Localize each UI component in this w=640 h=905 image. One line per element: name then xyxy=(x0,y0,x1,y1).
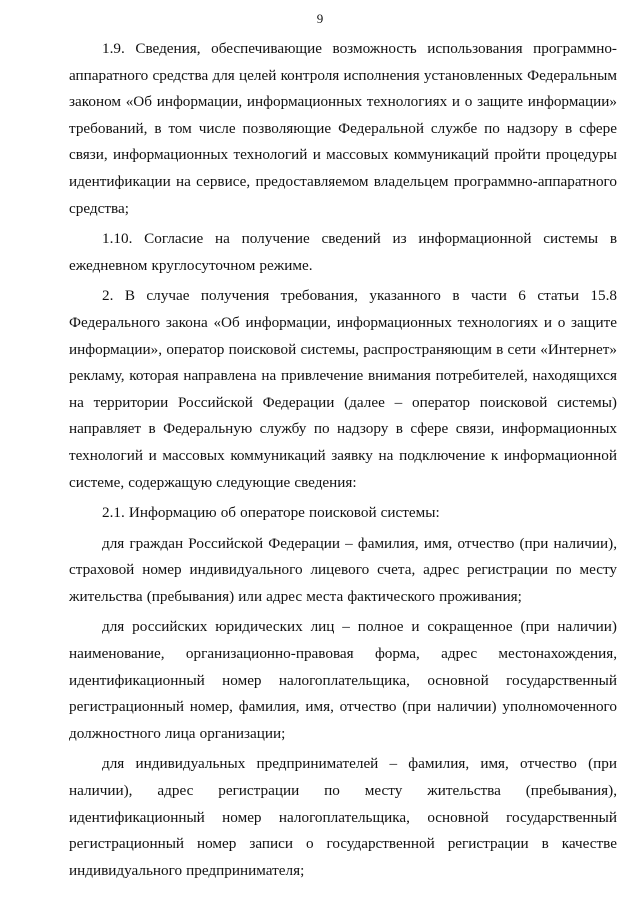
document-body xyxy=(69,36,617,884)
paragraph-citizens: для граждан Российской Федерации – фамилия, имя, отчество (при наличии), страховой номер индивидуального лицевого счета, адрес регистрации по месту жительства (пребывания) или адрес места фактического проживания; xyxy=(69,534,617,605)
page-number: 9 xyxy=(316,11,324,26)
paragraph-entrepreneurs: для индивидуальных предпринимателей – фамилия, имя, отчество (при наличии), адрес регистрации по месту жительства (пребывания), идентификационный номер налогоплательщика, основной государственный регистрационный номер записи о государственной регистрации в качестве индивидуального предпринимателя; xyxy=(69,755,617,879)
paragraph-2: 2. В случае получения требования, указанного в части 6 статьи 15.8 Федерального закона «Об информации, информационных технологиях и о защите информации», оператор поисковой системы, распространяющим в сети «Интернет» рекламу, которая направлена на привлечение внимания потребителей, находящихся на территории Российской Федерации (далее – оператор поисковой системы) направляет в Федеральную службу по надзору в сфере связи, информационных технологий и массовых коммуникаций заявку на подключение к информационной системе, содержащую следующие сведения: xyxy=(69,287,617,491)
paragraph-legal-entities: для российских юридических лиц – полное и сокращенное (при наличии) наименование, организационно-правовая форма, адрес местонахождения, идентификационный номер налогоплательщика, основной государственный регистрационный номер, фамилия, имя, отчество (при наличии) уполномоченного должностного лица организации; xyxy=(69,618,617,742)
paragraph-1-9: 1.9. Сведения, обеспечивающие возможность использования программно-аппаратного средства для целей контроля исполнения установленных Федеральным законом «Об информации, информационных технологиях и о защите информации» требований, в том числе позволяющие Федеральной службе по надзору в сфере связи, информационных технологий и массовых коммуникаций пройти процедуры идентификации на сервисе, предоставляемом владельцем программно-аппаратного средства; xyxy=(69,40,617,217)
paragraph-1-10: 1.10. Согласие на получение сведений из информационной системы в ежедневном круглосуточном режиме. xyxy=(69,230,617,274)
paragraph-2-1: 2.1. Информацию об операторе поисковой системы: xyxy=(102,504,440,522)
